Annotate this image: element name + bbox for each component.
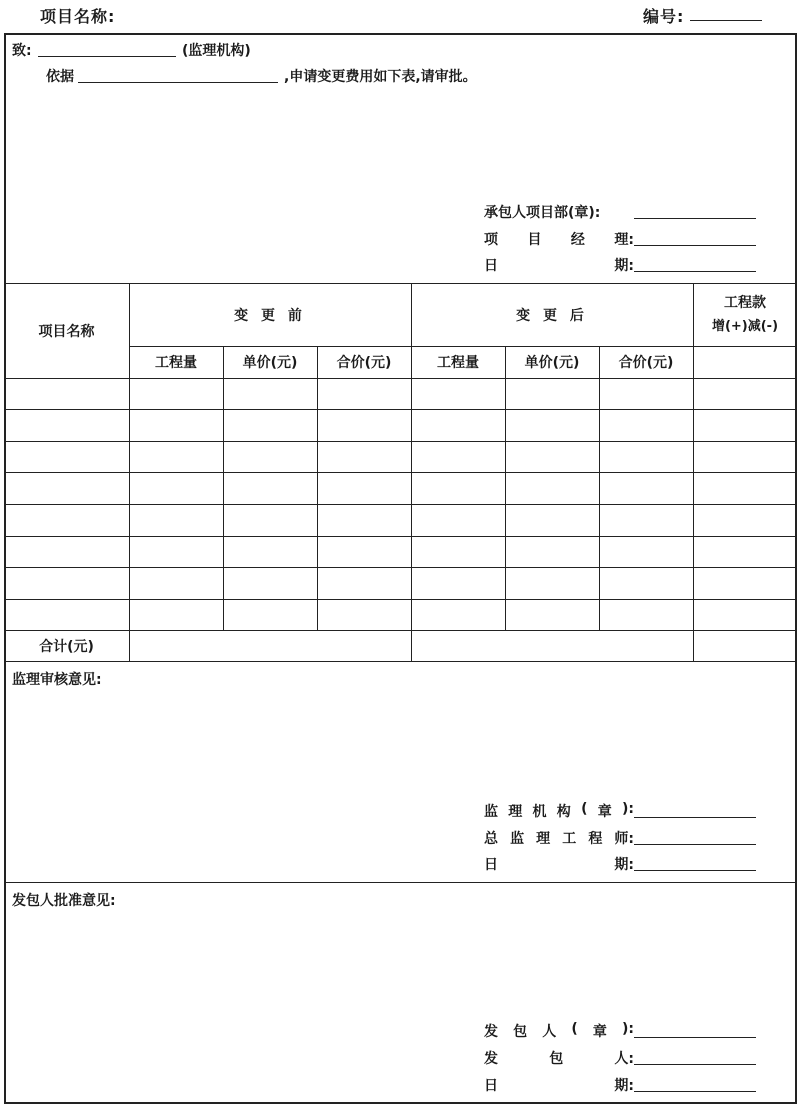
employer-date-label — [484, 1075, 634, 1095]
employer-approval-title: 发包人批准意见: — [12, 893, 116, 909]
table-bottom-border — [4, 661, 797, 662]
char: 章 — [592, 1024, 607, 1040]
supervisor-review-title: 监理审核意见: — [12, 672, 102, 688]
row-line — [4, 504, 797, 505]
to-label: 致: — [12, 43, 32, 59]
before-change-header: 变 更 前 — [234, 307, 306, 324]
char: 理 — [536, 831, 551, 847]
project-manager-field[interactable] — [634, 245, 756, 246]
char: ( — [571, 1021, 578, 1037]
cost-diff-line1: 工程款 — [724, 294, 766, 311]
supervisor-org-label: (监理机构) — [182, 43, 251, 59]
supervisor-date-label — [484, 854, 634, 874]
char: 发 — [484, 1024, 498, 1040]
supervisor-date-field[interactable] — [634, 870, 756, 871]
char: 发 — [484, 1051, 498, 1067]
form-frame — [4, 33, 797, 1104]
char: 期: — [614, 857, 634, 873]
char: 师: — [614, 831, 634, 847]
char: 人 — [542, 1024, 557, 1040]
project-name-label: 项目名称: — [40, 7, 116, 26]
char: 包 — [549, 1051, 564, 1067]
char: 程 — [588, 831, 603, 847]
after-change-header: 变 更 后 — [516, 307, 588, 324]
employer-date-field[interactable] — [634, 1091, 756, 1092]
char: ): — [622, 801, 634, 817]
char: 总 — [484, 831, 498, 847]
col-line — [505, 346, 506, 630]
char: 机 — [532, 804, 547, 820]
after-quantity-header: 工程量 — [437, 355, 479, 371]
supervisor-org-seal-label — [484, 801, 634, 821]
before-total-price-header: 合价(元) — [336, 355, 392, 371]
pm-char: 项 — [484, 232, 498, 248]
project-manager-label — [484, 229, 634, 249]
contractor-dept-label: 承包人项目部(章): — [484, 205, 601, 221]
row-line — [4, 441, 797, 442]
char: 理 — [508, 804, 523, 820]
before-quantity-header: 工程量 — [155, 355, 197, 371]
supervisor-org-field[interactable] — [38, 56, 176, 57]
pm-char: 理: — [614, 232, 634, 248]
row-line — [4, 409, 797, 410]
char: ( — [581, 801, 588, 817]
basis-label: 依据 — [46, 69, 74, 85]
char: 工 — [562, 831, 577, 847]
char: 期: — [614, 1078, 634, 1094]
chief-engineer-field[interactable] — [634, 844, 756, 845]
char: ): — [621, 1021, 634, 1037]
char: 监 — [510, 831, 525, 847]
header-bottom-line — [4, 378, 797, 379]
number-label: 编号: — [643, 7, 685, 26]
contractor-dept-field[interactable] — [634, 218, 756, 219]
row-line — [4, 472, 797, 473]
row-line — [4, 536, 797, 537]
chief-engineer-label — [484, 828, 634, 848]
col-line — [317, 346, 318, 630]
cost-diff-header — [693, 283, 797, 346]
application-date-field[interactable] — [634, 271, 756, 272]
char: 包 — [513, 1024, 528, 1040]
char: 人: — [614, 1051, 634, 1067]
char: 构 — [556, 804, 571, 820]
char: 监 — [484, 804, 498, 820]
employer-label — [484, 1048, 634, 1068]
total-row-label: 合计(元) — [39, 638, 94, 655]
supervisor-org-seal-field[interactable] — [634, 817, 756, 818]
col-line — [599, 346, 600, 630]
char: 日 — [484, 1078, 498, 1094]
col-item-name-header: 项目名称 — [38, 323, 95, 340]
char: 章 — [597, 804, 612, 820]
basis-field[interactable] — [78, 82, 278, 83]
employer-seal-label — [484, 1021, 634, 1041]
section-divider — [4, 882, 797, 883]
char: 日 — [484, 857, 498, 873]
date-char: 期: — [614, 258, 634, 274]
cost-diff-line2: 增(+)减(-) — [711, 318, 779, 334]
request-text: ,申请变更费用如下表,请审批。 — [284, 69, 477, 85]
pm-char: 目 — [527, 232, 542, 248]
employer-field[interactable] — [634, 1064, 756, 1065]
employer-seal-field[interactable] — [634, 1037, 756, 1038]
after-unit-price-header: 单价(元) — [524, 355, 580, 371]
application-date-label — [484, 255, 634, 275]
row-line — [4, 567, 797, 568]
before-unit-price-header: 单价(元) — [242, 355, 298, 371]
number-field[interactable] — [690, 20, 762, 21]
date-char: 日 — [484, 258, 498, 274]
after-total-price-header: 合价(元) — [618, 355, 674, 371]
pm-char: 经 — [570, 232, 585, 248]
row-line — [4, 599, 797, 600]
col-line — [223, 346, 224, 630]
